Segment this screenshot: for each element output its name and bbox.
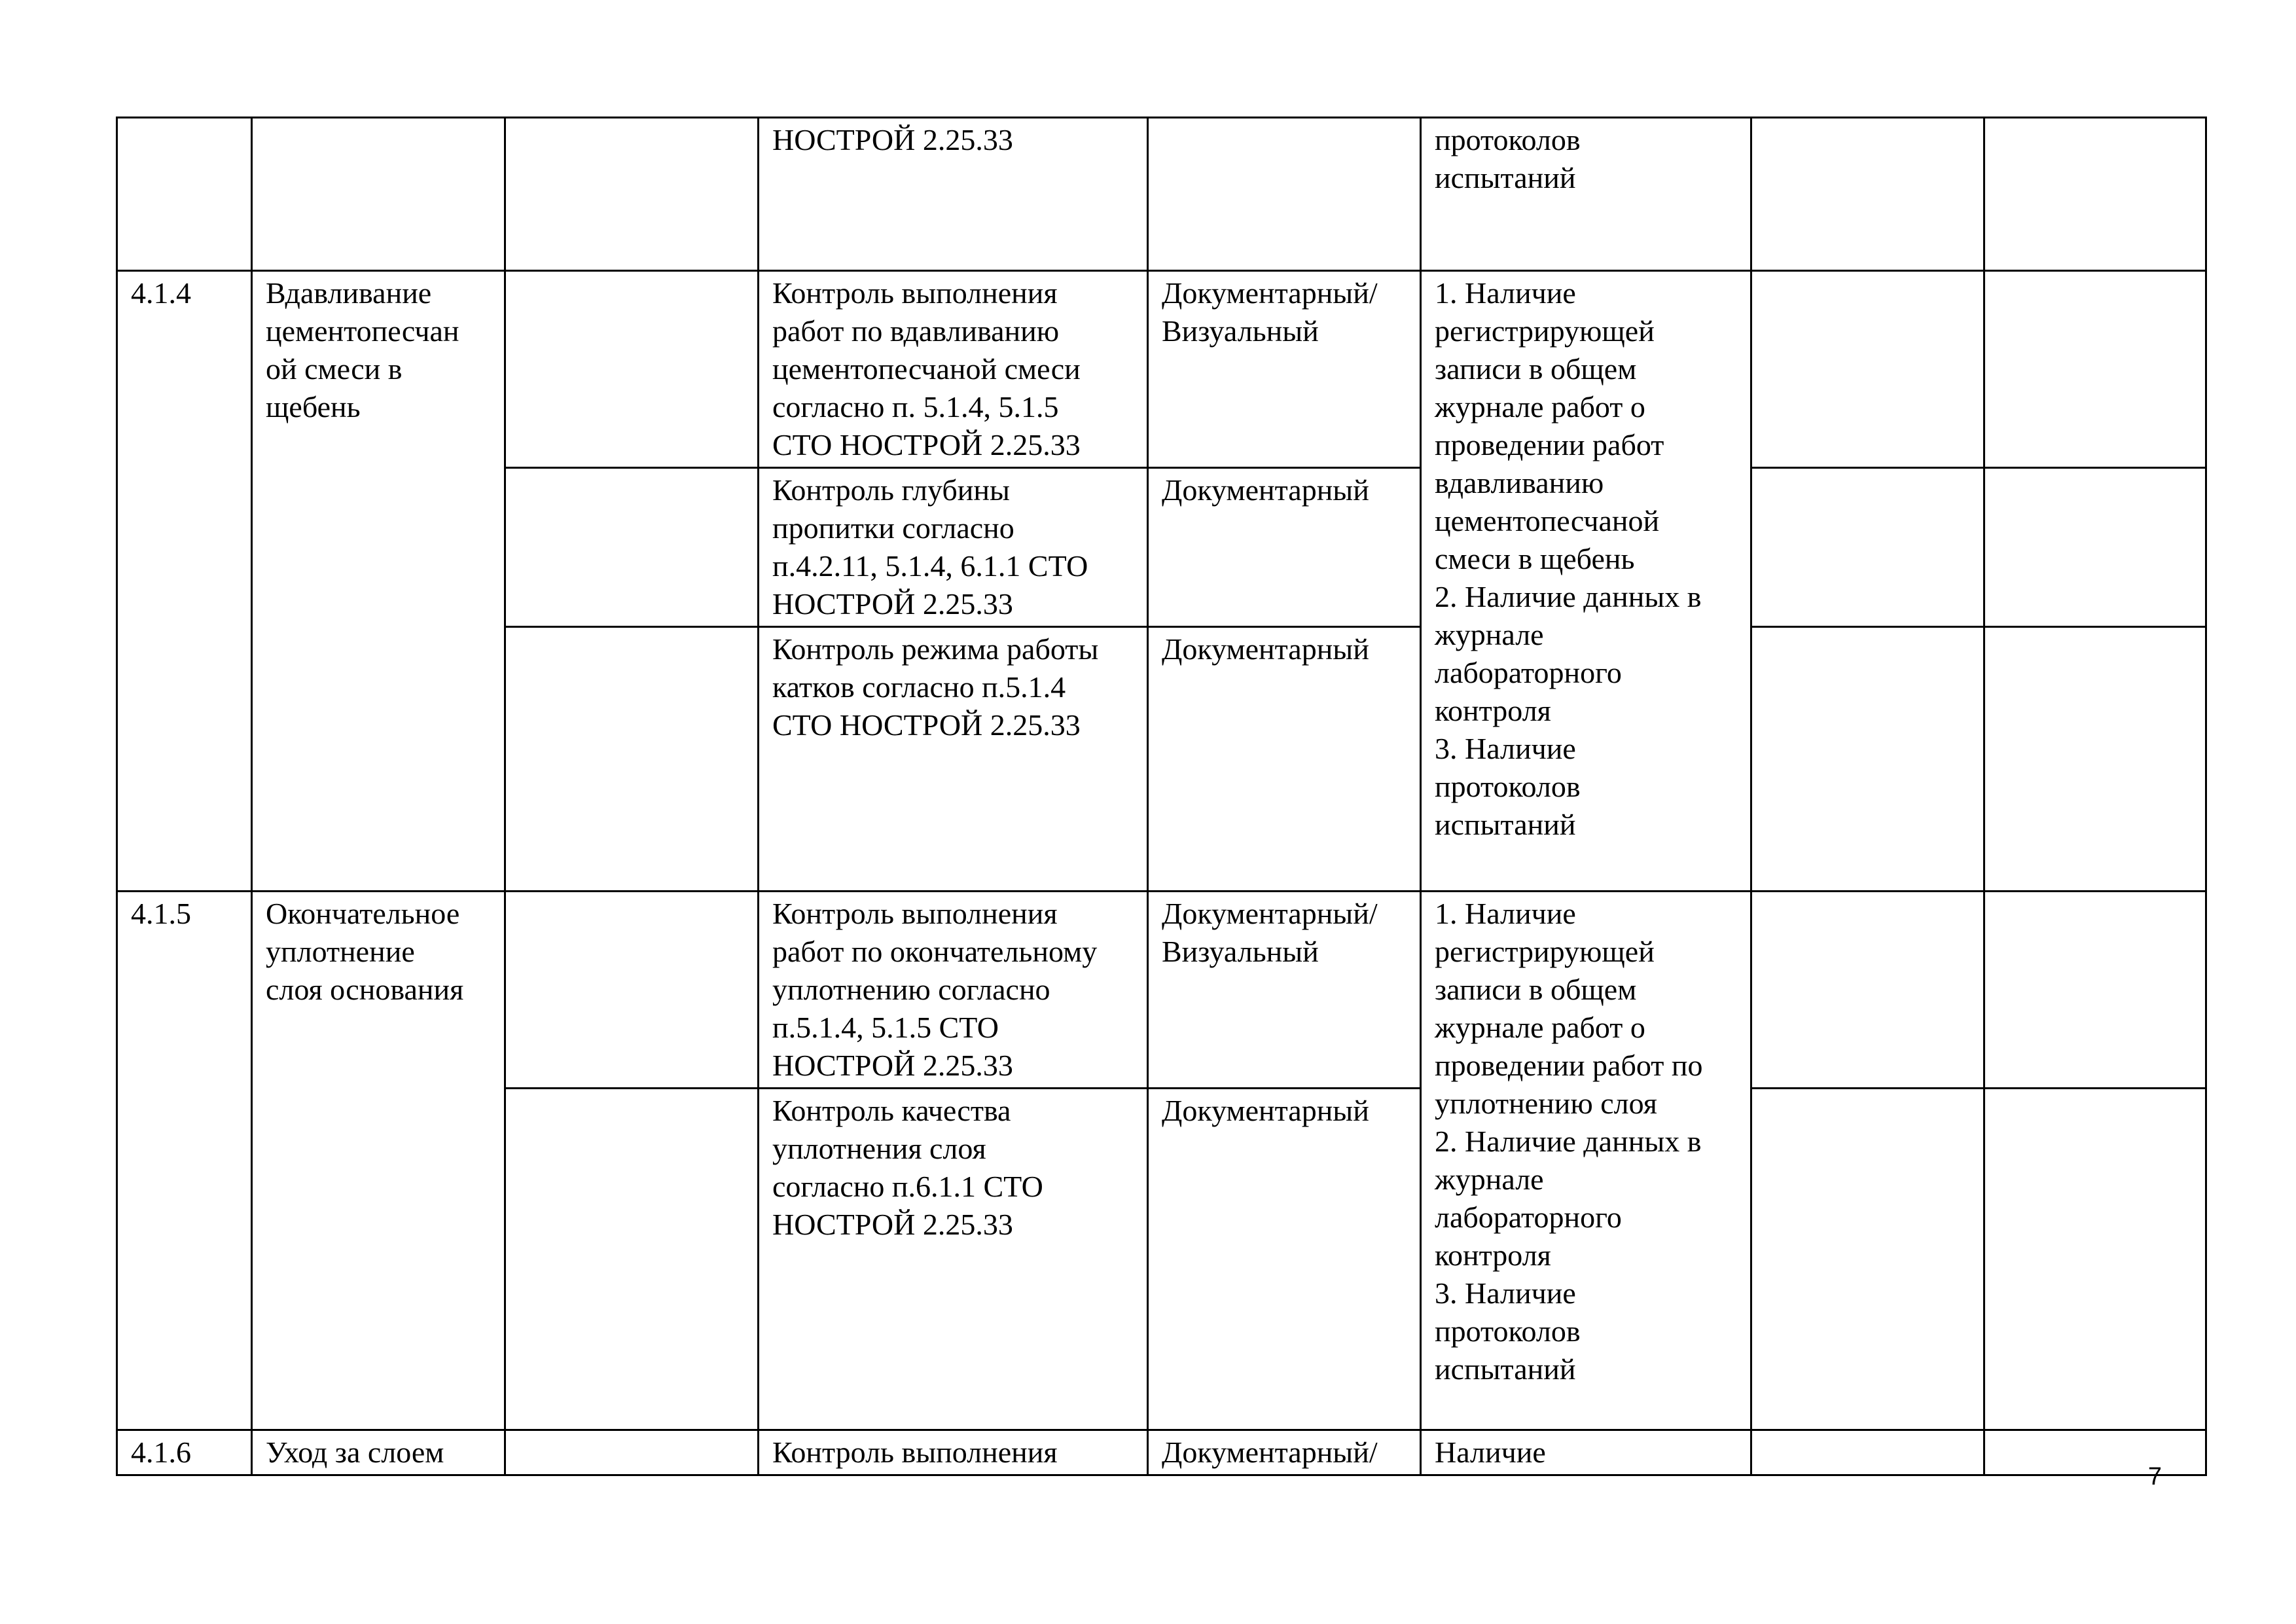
cell-method: Документарный — [1148, 468, 1421, 627]
cell-num — [117, 118, 252, 271]
cell-stage: Уход за слоем — [252, 1430, 505, 1475]
cell-doc: Контроль качества уплотнения слоя согласно п.6.1.1 СТО НОСТРОЙ 2.25.33 — [759, 1089, 1148, 1430]
cell-empty — [505, 271, 759, 468]
cell-doc: Контроль выполнения — [759, 1430, 1148, 1475]
cell-num: 4.1.6 — [117, 1430, 252, 1475]
cell-empty — [1751, 1089, 1984, 1430]
cell-stage: Окончательное уплотнение слоя основания — [252, 892, 505, 1430]
cell-empty — [1751, 1430, 1984, 1475]
cell-empty — [505, 892, 759, 1089]
cell-result: Наличие — [1421, 1430, 1751, 1475]
cell-doc: Контроль режима работы катков согласно п.5.1.4 СТО НОСТРОЙ 2.25.33 — [759, 627, 1148, 892]
cell-empty — [1751, 892, 1984, 1089]
cell-method: Документарный/ Визуальный — [1148, 892, 1421, 1089]
cell-doc: НОСТРОЙ 2.25.33 — [759, 118, 1148, 271]
table-row-4-1-5 — [117, 892, 2206, 1089]
cell-empty — [1984, 892, 2206, 1089]
table-row-4-1-4 — [117, 271, 2206, 468]
cell-empty — [1984, 1430, 2206, 1475]
cell-result: 1. Наличие регистрирующей записи в общем журнале работ о проведении работ по уплотнению слоя 2. Наличие данных в журнале лабораторного контроля 3. Наличие протоколов испытаний — [1421, 892, 1751, 1430]
cell-empty — [505, 627, 759, 892]
cell-empty — [505, 118, 759, 271]
cell-empty — [505, 1089, 759, 1430]
cell-num: 4.1.4 — [117, 271, 252, 892]
cell-empty — [1751, 118, 1984, 271]
cell-method: Документарный — [1148, 627, 1421, 892]
cell-stage — [252, 118, 505, 271]
cell-empty — [1751, 468, 1984, 627]
cell-result: протоколов испытаний — [1421, 118, 1751, 271]
cell-method: Документарный — [1148, 1089, 1421, 1430]
cell-empty — [505, 468, 759, 627]
cell-empty — [1984, 627, 2206, 892]
cell-num: 4.1.5 — [117, 892, 252, 1430]
cell-method — [1148, 118, 1421, 271]
page-number: 7 — [2147, 1463, 2162, 1490]
cell-doc: Контроль выполнения работ по вдавливанию цементопесчаной смеси согласно п. 5.1.4, 5.1.5 СТО НОСТРОЙ 2.25.33 — [759, 271, 1148, 468]
cell-method: Документарный/ — [1148, 1430, 1421, 1475]
cell-empty — [1984, 271, 2206, 468]
control-table — [116, 117, 2207, 1476]
cell-empty — [1751, 271, 1984, 468]
cell-empty — [1984, 1089, 2206, 1430]
table-row-continuation — [117, 118, 2206, 271]
cell-empty — [1751, 627, 1984, 892]
cell-empty — [505, 1430, 759, 1475]
cell-doc: Контроль глубины пропитки согласно п.4.2.11, 5.1.4, 6.1.1 СТО НОСТРОЙ 2.25.33 — [759, 468, 1148, 627]
table-row-4-1-6 — [117, 1430, 2206, 1475]
cell-method: Документарный/ Визуальный — [1148, 271, 1421, 468]
cell-empty — [1984, 468, 2206, 627]
cell-empty — [1984, 118, 2206, 271]
cell-stage: Вдавливание цементопесчан ой смеси в щебень — [252, 271, 505, 892]
cell-result: 1. Наличие регистрирующей записи в общем журнале работ о проведении работ вдавливанию цементопесчаной смеси в щебень 2. Наличие данных в журнале лабораторного контроля 3. Наличие протоколов испытаний — [1421, 271, 1751, 892]
cell-doc: Контроль выполнения работ по окончательному уплотнению согласно п.5.1.4, 5.1.5 СТО НОСТРОЙ 2.25.33 — [759, 892, 1148, 1089]
